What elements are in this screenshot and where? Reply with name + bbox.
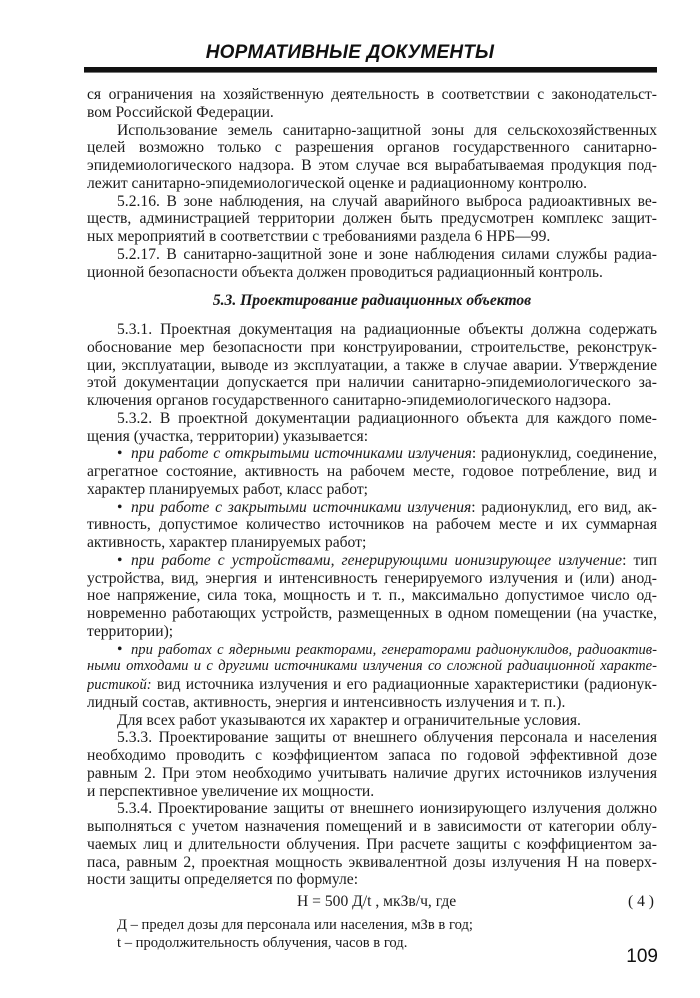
text-line: целей возможно только с разрешения органов государственного санитарно- xyxy=(87,139,657,157)
bullet-icon: • xyxy=(117,445,123,463)
text-line: 5.3.3. Проектирование защиты от внешнего облучения персонала и населения xyxy=(117,729,657,747)
bullet-item-closed-sources: • при работе с закрытыми источниками излучения: радионуклид, его вид, ак- xyxy=(117,498,657,516)
bullet-icon: • xyxy=(117,551,123,569)
text-line: активность, характер планируемых работ; xyxy=(87,534,367,551)
text-line: этой документации допускается при наличии санитарно-эпидемиологического за- xyxy=(87,374,657,392)
text-line: и перспективное увеличение их мощности. xyxy=(87,782,375,800)
text-line: ными отходами и с другими источниками излучения со сложной радиационной характе- xyxy=(87,658,657,675)
formula xyxy=(87,893,657,911)
text-line: лежит санитарно-эпидемиологической оценке и радиационному контролю. xyxy=(87,174,588,192)
section-heading: 5.3. Проектирование радиационных объектов xyxy=(212,292,532,310)
bullet-item-open-sources: • при работе с открытыми источниками излучения: радионуклид, соединение, xyxy=(117,445,657,463)
text-line: щения (участка, территории) указывается: xyxy=(87,427,369,445)
definition-line: t – продолжительность облучения, часов в год. xyxy=(117,934,408,951)
bullet-icon: • xyxy=(117,498,123,516)
text-line: характер планируемых работ, класс работ; xyxy=(87,480,369,498)
text-line: ности защиты определяется по формуле: xyxy=(87,871,359,889)
text-line: чаемых лиц и длительности облучения. При расчете защиты с коэффициентом за- xyxy=(87,835,657,853)
bullet-lead: при работах с ядерными реакторами, генераторами радионуклидов, радиоактив- xyxy=(131,641,657,658)
text-line: новременно работающих устройств, размещенных в одном помещении (на участке, xyxy=(87,605,657,622)
header-rule xyxy=(84,67,657,72)
bullet-item-reactors xyxy=(87,641,657,659)
text-line: 5.3.4. Проектирование защиты от внешнего ионизирующего излучения должно xyxy=(117,800,657,818)
definition-line: Д – предел дозы для персонала или населения, мЗв в год; xyxy=(117,916,473,933)
text-line: ществ, администрацией территории должен быть предусмотрен комплекс защит- xyxy=(87,210,657,228)
bullet-lead: при работе с открытыми источниками излучения xyxy=(131,445,472,463)
text-line: лидный состав, активность, энергия и интенсивность излучения и т. п.). xyxy=(87,693,566,711)
page-body xyxy=(87,86,657,952)
text-line: ное напряжение, сила тока, мощность и т. п., максимально допустимое число од- xyxy=(87,587,657,605)
text-line: ционной безопасности объекта должен проводиться радиационный контроль. xyxy=(87,263,603,281)
text-line: тивность, допустимое количество источников на рабочем месте и их суммарная xyxy=(87,516,657,534)
text-line: паса, равным 2, проектная мощность эквивалентной дозы излучения Н на поверх- xyxy=(87,853,657,871)
bullet-lead: при работе с закрытыми источниками излучения xyxy=(131,498,472,516)
bullet-lead: при работе с устройствами, генерирующими ионизирующее излучение xyxy=(131,551,623,569)
running-header-title: НОРМАТИВНЫЕ ДОКУМЕНТЫ xyxy=(205,42,495,63)
text-line: устройства, вид, энергия и интенсивность генерируемого излучения и (или) анод- xyxy=(87,569,657,587)
bullet-item-devices: • при работе с устройствами, генерирующими ионизирующее излучение: тип xyxy=(117,551,657,569)
text-line: 5.3.1. Проектная документация на радиационные объекты должна содержать xyxy=(117,321,657,338)
text-line: равным 2. При этом необходимо учитывать наличие других источников излучения xyxy=(87,764,657,782)
text-line: территории); xyxy=(87,622,174,640)
formula-expression: Н = 500 Д/t , мкЗв/ч, где xyxy=(297,893,457,910)
text-line: эпидемиологического надзора. В этом случае вся вырабатываемая продукция под- xyxy=(87,157,657,174)
page-number: 109 xyxy=(626,946,658,967)
text-line: ных мероприятий в соответствии с требованиями раздела 6 НРБ—99. xyxy=(87,228,551,245)
text-line: ключения органов государственного санитарно-эпидемиологического надзора. xyxy=(87,392,612,409)
bullet-icon: • xyxy=(117,640,123,658)
formula-definitions xyxy=(87,917,657,953)
formula-number: ( 4 ) xyxy=(628,893,654,910)
text-line: ся ограничения на хозяйственную деятельность в соответствии с законодательст- xyxy=(87,86,657,103)
text-line: Для всех работ указываются их характер и ограничительные условия. xyxy=(117,711,581,729)
text-line: 5.3.2. В проектной документации радиационного объекта для каждого поме- xyxy=(117,409,657,427)
text-line: выполняться с учетом назначения помещений и в зависимости от категории облу- xyxy=(87,818,657,835)
text-line: вом Российской Федерации. xyxy=(87,103,274,121)
text-line: необходимо проводить с коэффициентом запаса по годовой эффективной дозе xyxy=(87,747,657,764)
text-line: 5.2.17. В санитарно-защитной зоне и зоне наблюдения силами службы радиа- xyxy=(117,245,657,263)
text-line: Использование земель санитарно-защитной зоны для сельскохозяйственных xyxy=(117,121,657,139)
text-line: обоснование мер безопасности при конструировании, строительстве, реконструк- xyxy=(87,338,657,356)
text-line: ции, эксплуатации, выводе из эксплуатации, а также в случае аварии. Утверждение xyxy=(87,356,657,374)
text-line: агрегатное состояние, активность на рабочем месте, годовое потребление, вид и xyxy=(87,463,657,480)
text-line: ристикой: вид источника излучения и его радиационные характеристики (радионук- xyxy=(87,676,657,693)
text-line: 5.2.16. В зоне наблюдения, на случай аварийного выброса радиоактивных ве- xyxy=(117,192,657,210)
